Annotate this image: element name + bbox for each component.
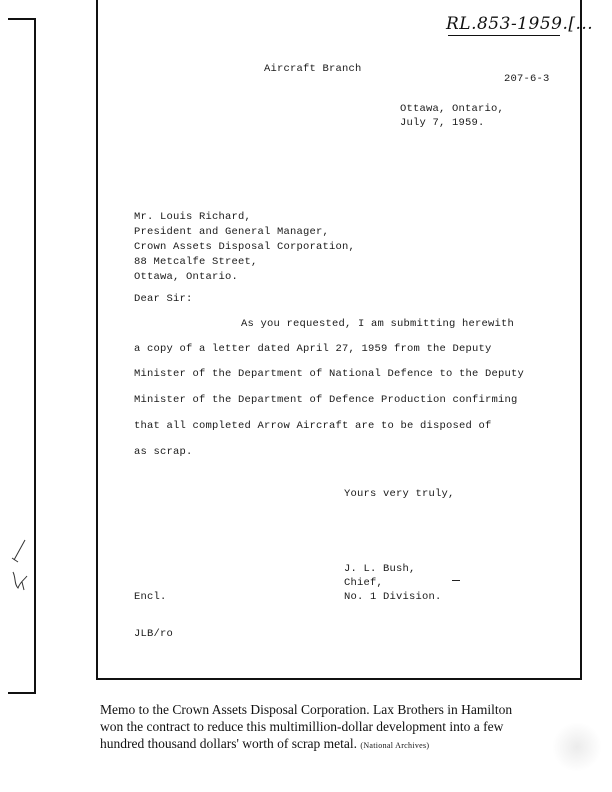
margin-handwritten-mark [10,568,30,592]
caption-source: (National Archives) [360,741,430,750]
signature-line: Chief, [344,577,384,589]
recipient-line: President and General Manager, [134,226,330,238]
scan-artifact [552,722,602,772]
letter-place: Ottawa, Ontario, [400,103,505,115]
stray-mark [452,580,460,581]
signature-line: No. 1 Division. [344,591,442,603]
recipient-line: 88 Metcalfe Street, [134,256,258,268]
body-line: Minister of the Department of National Defence to the Deputy [134,368,525,380]
handwritten-file-reference: RL.853-1959.[... [446,14,594,34]
handwritten-underline [448,35,560,36]
recipient-line: Ottawa, Ontario. [134,271,239,283]
recipient-line: Crown Assets Disposal Corporation, [134,241,356,253]
body-line: Minister of the Department of Defence Production confirming [134,394,518,406]
enclosure-note: Encl. [134,591,167,603]
page-margin-rule [34,18,36,694]
caption-line: Memo to the Crown Assets Disposal Corporation. Lax Brothers in Hamilton [100,702,513,717]
recipient-line: Mr. Louis Richard, [134,211,252,223]
reference-initials: JLB/ro [134,628,174,640]
closing: Yours very truly, [344,488,455,500]
signature-line: J. L. Bush, [344,563,416,575]
caption-line: won the contract to reduce this multimillion-dollar development into a few [100,719,504,734]
letter-date: July 7, 1959. [400,117,485,129]
margin-pencil-mark [10,538,28,564]
page-margin-rule-top [8,18,36,20]
body-line: that all completed Arrow Aircraft are to be disposed of [134,420,492,432]
page-margin-rule-bottom [8,692,36,694]
body-line: As you requested, I am submitting herewith [241,318,515,330]
salutation: Dear Sir: [134,293,193,305]
file-number: 207-6-3 [504,73,550,85]
caption-line: hundred thousand dollars' worth of scrap metal. [100,736,357,751]
figure-caption [100,701,600,754]
body-line: a copy of a letter dated April 27, 1959 from the Deputy [134,343,492,355]
body-line: as scrap. [134,446,193,458]
letter-heading: Aircraft Branch [264,63,362,75]
letter-frame [96,0,582,680]
